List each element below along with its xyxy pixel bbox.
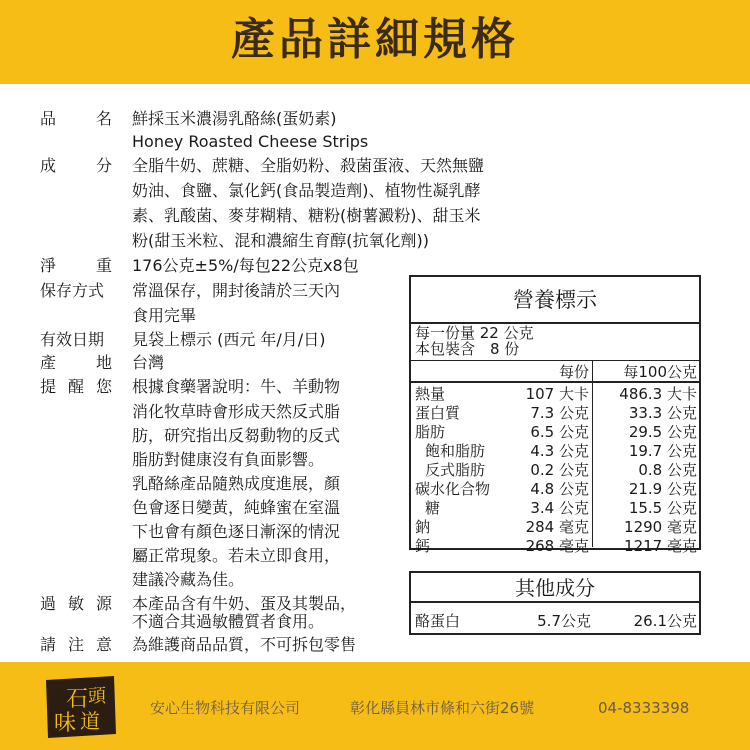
- nutrient-per-serving: 3.4 公克: [530, 499, 589, 517]
- net-weight-label: 淨 重: [40, 256, 112, 275]
- notice-label: 請 注 意: [40, 635, 112, 654]
- nutrient-per-serving: 4.8 公克: [530, 480, 589, 498]
- nutrient-per-100g: 29.5 公克: [628, 423, 697, 441]
- other-ingredients-title: 其他成分: [411, 573, 699, 603]
- logo-text: 道: [80, 709, 100, 733]
- divider: [411, 360, 699, 361]
- header-banner: [0, 0, 750, 84]
- reminder-line: 下也會有顏色逐日漸深的情況: [132, 522, 341, 541]
- expiry-value: 見袋上標示 (西元 年/月/日): [132, 330, 326, 349]
- nutrient-per-100g: 486.3 大卡: [619, 385, 697, 403]
- allergen-line: 本產品含有牛奶、蛋及其製品，: [132, 594, 357, 613]
- name-label: 品 名: [40, 109, 112, 128]
- company-name: 安心生物科技有限公司: [150, 699, 301, 717]
- nutrient-per-100g: 1217 毫克: [624, 537, 697, 555]
- ingredients-line: 全脂牛奶、蔗糖、全脂奶粉、殺菌蛋液、天然無鹽: [132, 156, 485, 175]
- nutrient-name: 鈣: [415, 537, 431, 555]
- other-ingredient-per-100g: 26.1公克: [633, 612, 697, 630]
- allergen-line: 不適合其過敏體質者食用。: [132, 612, 325, 631]
- other-ingredient-name: 酪蛋白: [415, 612, 461, 630]
- nutrient-name: 蛋白質: [415, 404, 461, 422]
- reminder-line: 乳酪絲產品隨熟成度進展，顏: [132, 474, 341, 493]
- brand-logo: [40, 672, 120, 742]
- ingredients-line: 奶油、食鹽、氯化鈣(食品製造劑)、植物性凝乳酵: [132, 181, 481, 200]
- divider: [411, 381, 699, 383]
- nutrient-per-serving: 284 毫克: [525, 518, 589, 536]
- nutrient-per-serving: 6.5 公克: [530, 423, 589, 441]
- nutrient-per-100g: 1290 毫克: [624, 518, 697, 536]
- nutrient-name: 鈉: [415, 518, 431, 536]
- logo-text: 頭: [88, 686, 106, 707]
- nutrient-per-100g: 19.7 公克: [628, 442, 697, 460]
- nutrient-name: 熱量: [415, 385, 446, 403]
- reminder-line: 建議冷藏為佳。: [132, 570, 245, 589]
- nutrient-per-serving: 7.3 公克: [530, 404, 589, 422]
- reminder-line: 脂肪對健康沒有負面影響。: [132, 450, 325, 469]
- origin-value: 台灣: [132, 353, 165, 372]
- footer-banner: [0, 662, 750, 750]
- servings-per-package: 本包裝含 8 份: [415, 340, 520, 358]
- other-ingredient-per-serving: 5.7公克: [537, 612, 591, 630]
- col-per-100g: 每100公克: [623, 363, 697, 381]
- logo-text: 味: [54, 711, 77, 736]
- ingredients-line: 素、乳酸菌、麥芽糊精、糖粉(樹薯澱粉)、甜玉米: [132, 206, 481, 225]
- nutrient-per-100g: 15.5 公克: [628, 499, 697, 517]
- product-name-zh: 鮮採玉米濃湯乳酪絲(蛋奶素): [132, 109, 337, 128]
- nutrient-name: 脂肪: [415, 423, 446, 441]
- reminder-label: 提 醒 您: [40, 377, 112, 396]
- nutrient-per-serving: 0.2 公克: [530, 461, 589, 479]
- nutrition-title: 營養標示: [411, 277, 699, 324]
- net-weight-value: 176公克±5%/每包22公克x8包: [132, 256, 359, 275]
- storage-label: 保存方式: [40, 281, 105, 300]
- serving-size: 每一份量 22 公克: [415, 324, 534, 342]
- nutrient-per-serving: 4.3 公克: [530, 442, 589, 460]
- ingredients-label: 成 分: [40, 156, 112, 175]
- col-per-serving: 每份: [558, 363, 589, 381]
- nutrient-name: 碳水化合物: [415, 480, 491, 498]
- logo-text: 石: [66, 687, 89, 712]
- nutrient-per-serving: 268 毫克: [525, 537, 589, 555]
- other-ingredients-table: [409, 571, 701, 635]
- nutrient-name: 糖: [425, 499, 441, 517]
- expiry-label: 有效日期: [40, 330, 105, 349]
- divider: [592, 361, 593, 547]
- notice-value: 為維護商品品質，不可拆包零售: [132, 635, 357, 654]
- company-phone: 04-8333398: [598, 699, 690, 717]
- ingredients-line: 粉(甜玉米粒、混和濃縮生育醇(抗氧化劑)): [132, 231, 429, 250]
- nutrient-per-serving: 107 大卡: [525, 385, 589, 403]
- nutrient-per-100g: 21.9 公克: [628, 480, 697, 498]
- reminder-line: 肪，研究指出反芻動物的反式: [132, 426, 341, 445]
- nutrition-table: [409, 275, 701, 555]
- nutrient-per-100g: 0.8 公克: [638, 461, 697, 479]
- reminder-line: 根據食藥署說明：牛、羊動物: [132, 377, 341, 396]
- origin-label: 產 地: [40, 353, 112, 372]
- reminder-line: 色會逐日變黃，純蜂蜜在室溫: [132, 498, 341, 517]
- nutrient-name: 反式脂肪: [425, 461, 486, 479]
- product-name-en: Honey Roasted Cheese Strips: [132, 132, 369, 151]
- allergen-label: 過 敏 源: [40, 594, 112, 613]
- storage-line: 食用完畢: [132, 306, 197, 325]
- reminder-line: 消化牧草時會形成天然反式脂: [132, 402, 341, 421]
- company-address: 彰化縣員林市條和六街26號: [350, 699, 535, 717]
- reminder-line: 屬正常現象。若未立即食用，: [132, 546, 341, 565]
- nutrient-per-100g: 33.3 公克: [628, 404, 697, 422]
- page-title: 產品詳細規格: [231, 14, 519, 65]
- storage-line: 常溫保存，開封後請於三天內: [132, 281, 341, 300]
- nutrient-name: 飽和脂肪: [425, 442, 486, 460]
